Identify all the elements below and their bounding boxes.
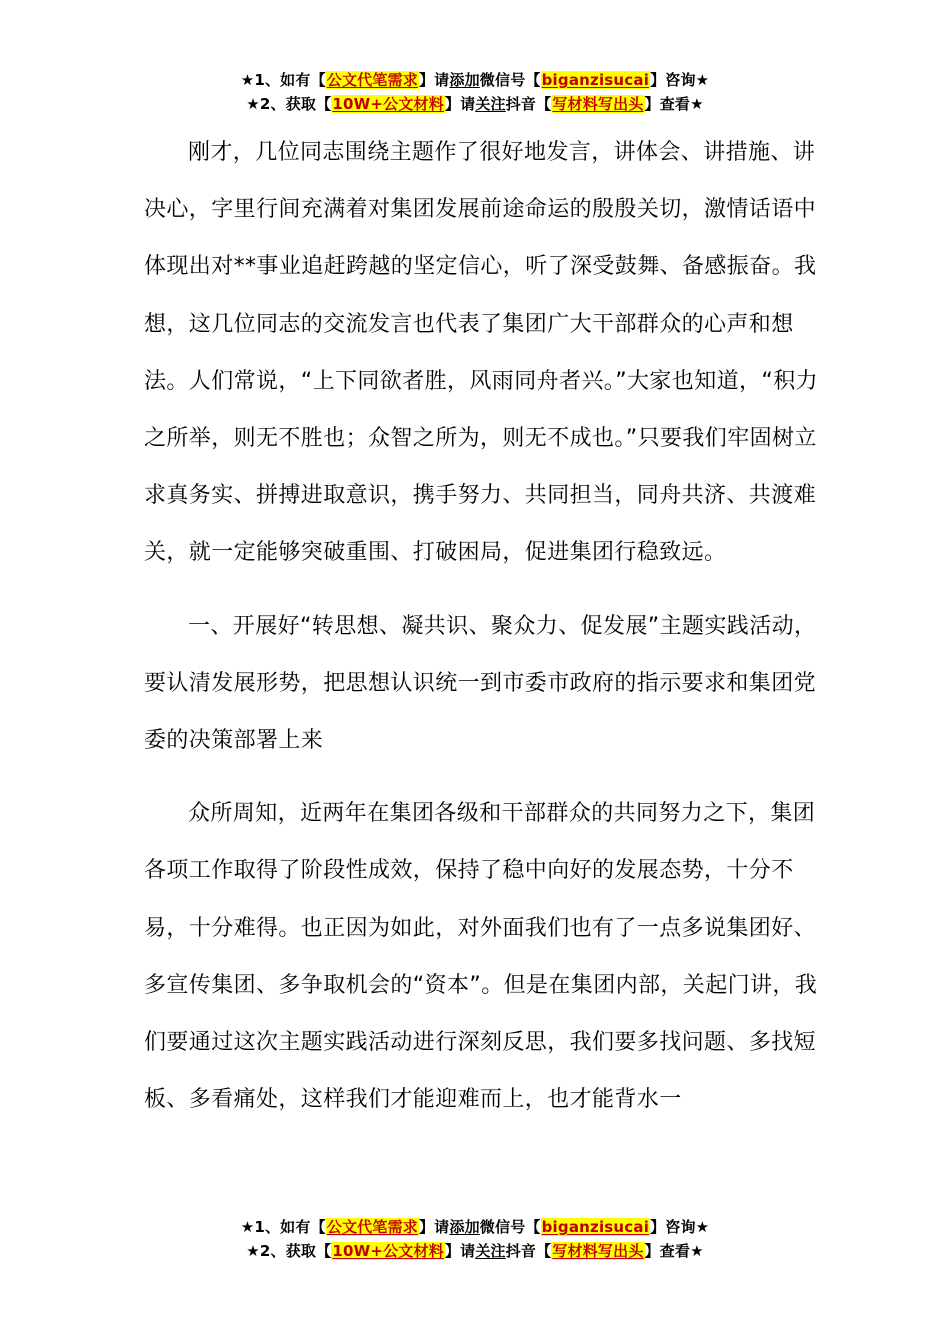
- materials-highlight: 10W+公文材料: [332, 1242, 444, 1260]
- banner-line-2: ★2、获取【10W+公文材料】请关注抖音【写材料写出头】查看★: [246, 1242, 704, 1260]
- body-paragraph: 众所周知，近两年在集团各级和干部群众的共同努力之下，集团各项工作取得了阶段性成效，保持了稳中向好的发展态势，十分不易，十分难得。也正因为如此，对外面我们也有了一点多说集团好、多宣传集团、多争取机会的“资本”。但是在集团内部，关起门讲，我们要通过这次主题实践活动进行深刻反思，我们要多找问题、多找短板、多看痛处，这样我们才能迎难而上，也才能背水一: [144, 801, 818, 1113]
- banner-line-1: ★1、如有【公文代笔需求】请添加微信号【biganzisucai】咨询★: [240, 71, 710, 89]
- header-banner: [0, 68, 950, 116]
- douyin-highlight: 写材料写出头: [552, 95, 644, 113]
- wechat-id-highlight: biganzisucai: [541, 71, 650, 89]
- body-paragraph: 刚才，几位同志围绕主题作了很好地发言，讲体会、讲措施、讲决心，字里行间充满着对集团发展前途命运的殷殷关切，激情话语中体现出对**事业追赶跨越的坚定信心，听了深受鼓舞、备感振奋。我想，这几位同志的交流发言也代表了集团广大干部群众的心声和想法。人们常说，“上下同欲者胜，风雨同舟者兴。”大家也知道，“积力之所举，则无不胜也；众智之所为，则无不成也。”只要我们牢固树立求真务实、拼搏进取意识，携手努力、共同担当，同舟共济、共渡难关，就一定能够突破重围、打破困局，促进集团行稳致远。: [144, 140, 818, 566]
- wechat-id-highlight: biganzisucai: [541, 1218, 650, 1236]
- douyin-highlight: 写材料写出头: [552, 1242, 644, 1260]
- section-heading: 一、开展好“转思想、凝共识、聚众力、促发展”主题实践活动，要认清发展形势，把思想认识统一到市委市政府的指示要求和集团党委的决策部署上来: [144, 613, 817, 754]
- banner-line-1: ★1、如有【公文代笔需求】请添加微信号【biganzisucai】咨询★: [240, 1218, 710, 1236]
- document-body: [144, 124, 834, 1128]
- banner-line-2: ★2、获取【10W+公文材料】请关注抖音【写材料写出头】查看★: [246, 95, 704, 113]
- ghostwriting-highlight: 公文代笔需求: [326, 1218, 418, 1236]
- materials-highlight: 10W+公文材料: [332, 95, 444, 113]
- ghostwriting-highlight: 公文代笔需求: [326, 71, 418, 89]
- footer-banner: [0, 1215, 950, 1263]
